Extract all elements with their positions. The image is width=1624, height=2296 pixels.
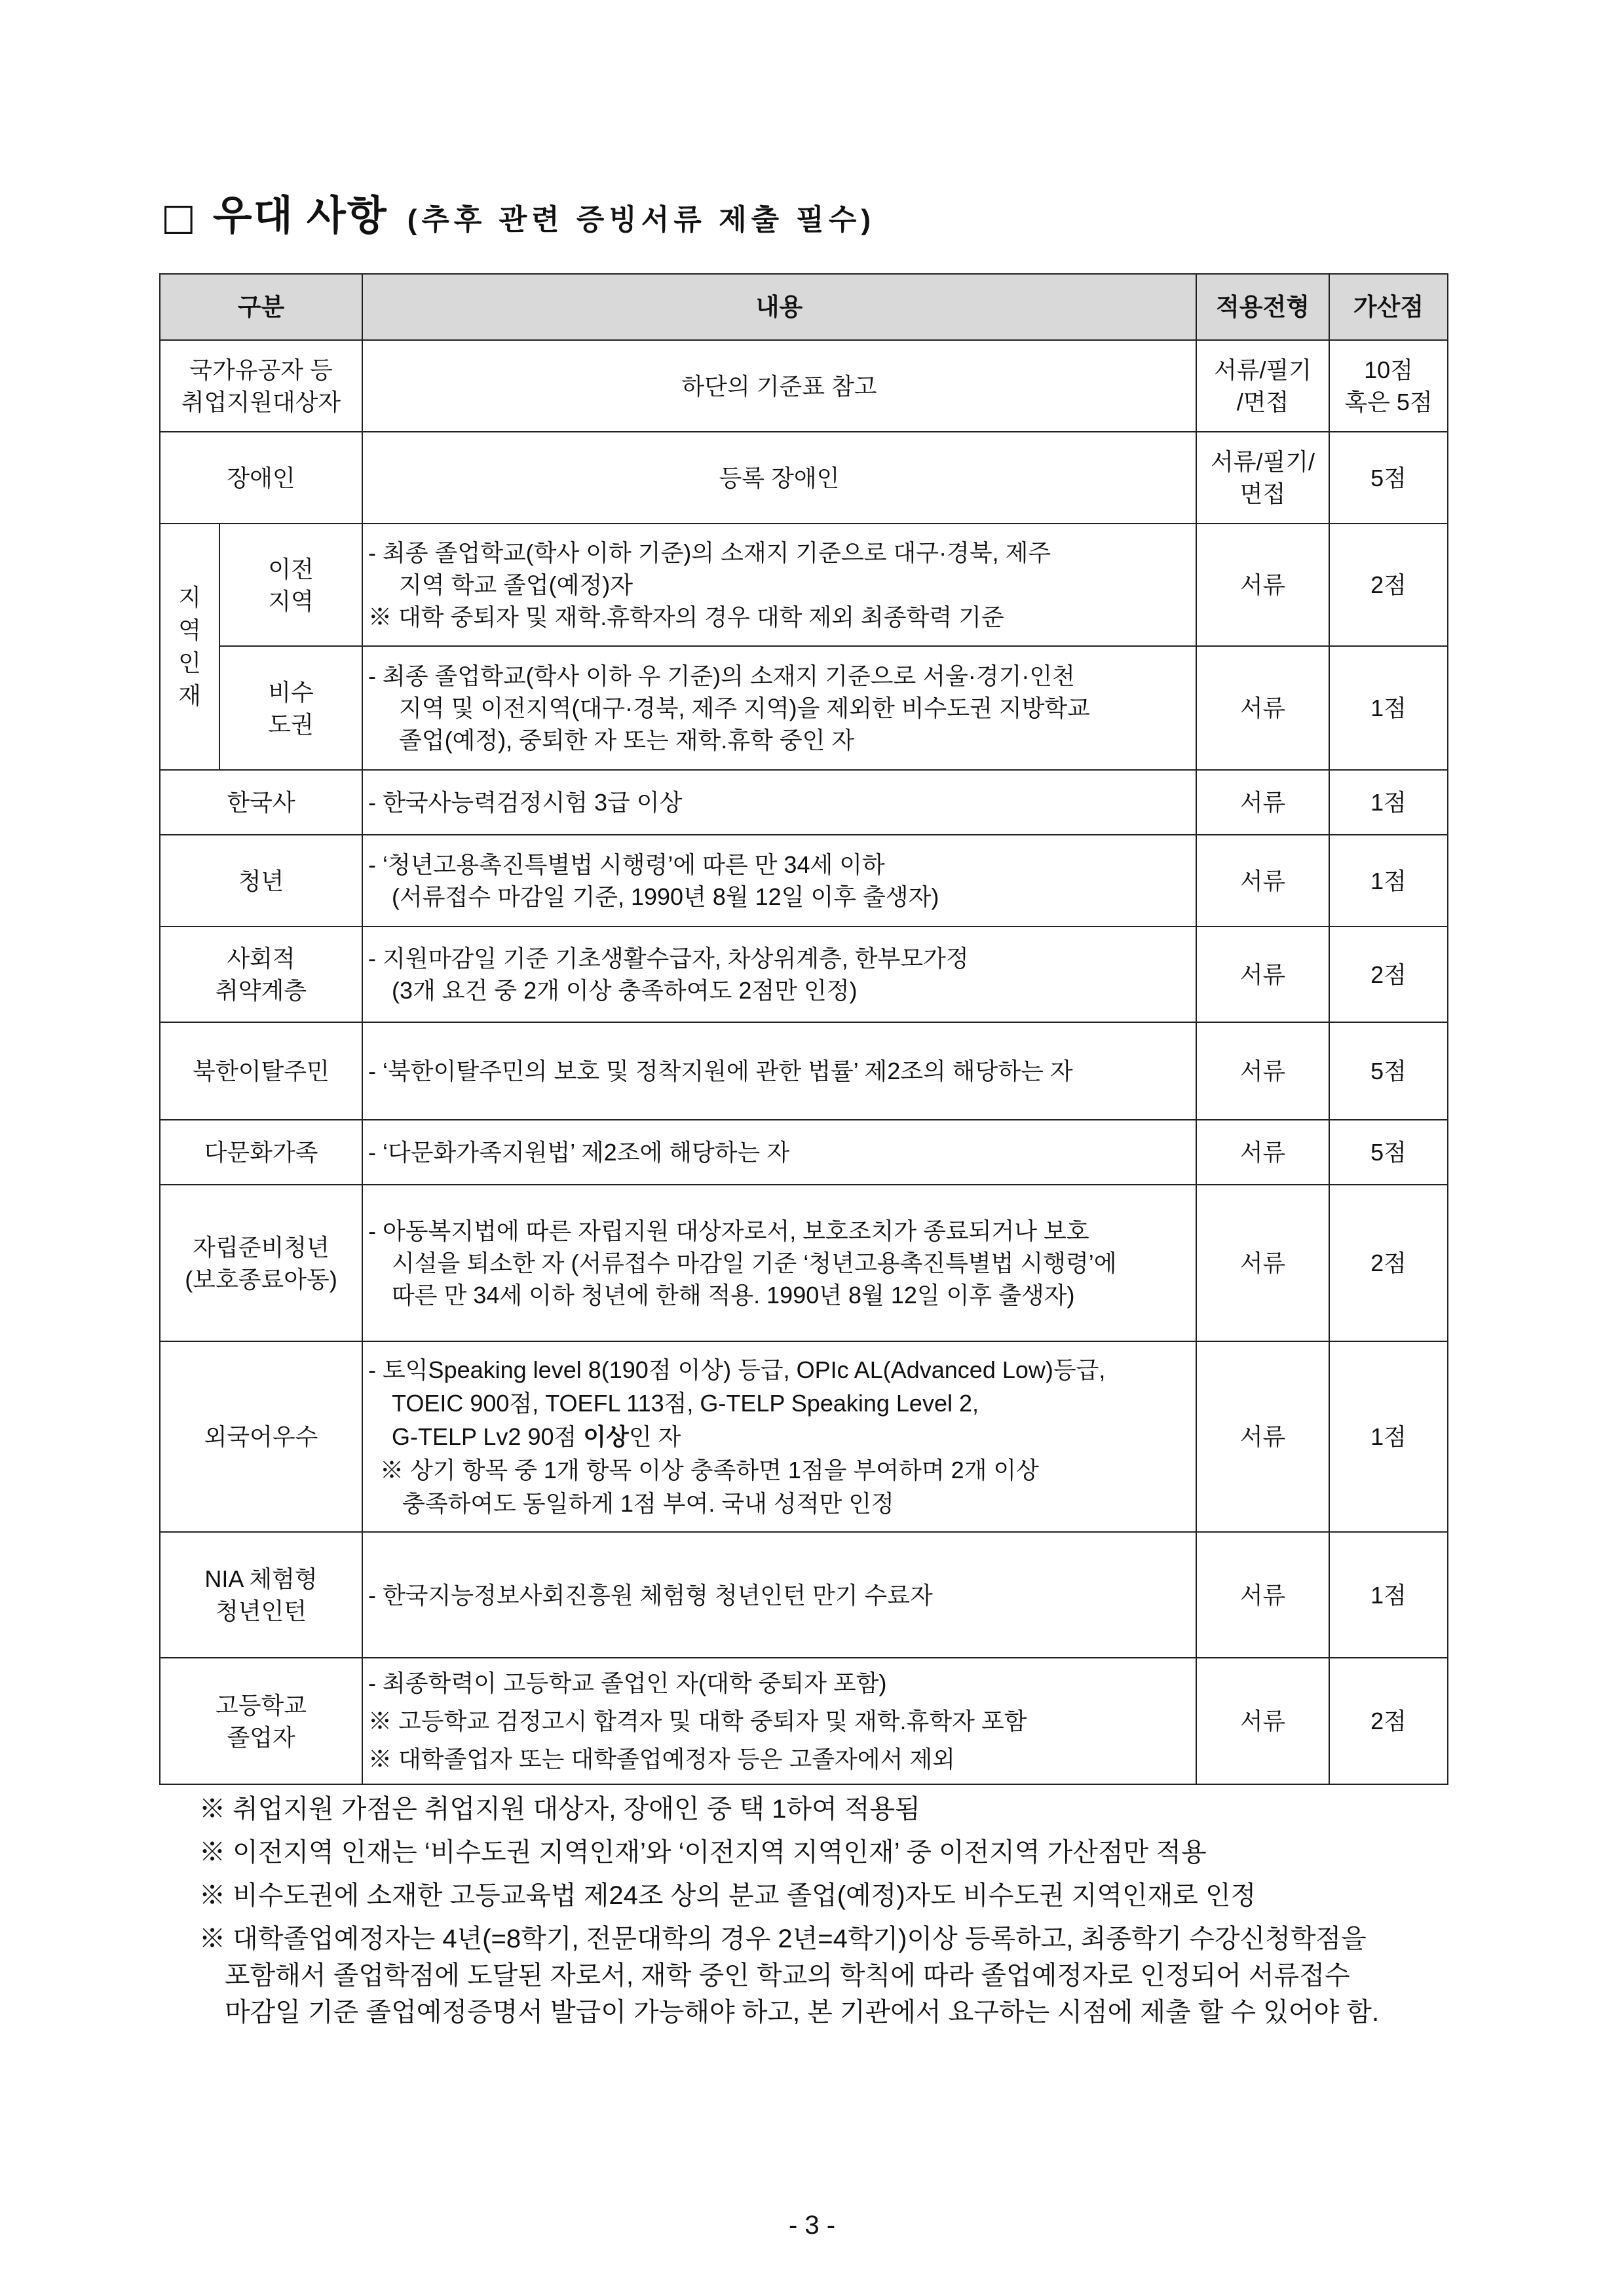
row-points bbox=[1329, 340, 1448, 432]
row-stage bbox=[1196, 1658, 1329, 1784]
stage-label: 서류 bbox=[1239, 695, 1286, 721]
row-category bbox=[160, 1120, 362, 1185]
row-content bbox=[362, 524, 1196, 646]
content-line: (서류접수 마감일 기준, 1990년 8월 12일 이후 출생자) bbox=[392, 883, 939, 910]
row-content bbox=[362, 1341, 1196, 1532]
footnotes bbox=[199, 1791, 1379, 2037]
row-points bbox=[1329, 770, 1448, 835]
category-label: 한국사 bbox=[227, 789, 295, 816]
content-line: - 토익Speaking level 8(190점 이상) 등급, OPIc AL(Advanced Low)등급, bbox=[368, 1356, 1106, 1383]
content-line: ※ 대학 중퇴자 및 재학.휴학자의 경우 대학 제외 최종학력 기준 bbox=[368, 603, 1004, 630]
footnote-line: 포함해서 졸업학점에 도달된 자로서, 재학 중인 학교의 학칙에 따라 졸업예정자로 인정되어 서류접수 bbox=[225, 1961, 1350, 1990]
stage-label: 서류 bbox=[1239, 961, 1286, 988]
header-points: 가산점 bbox=[1329, 274, 1448, 340]
category-label: 졸업자 bbox=[227, 1723, 295, 1751]
table-row bbox=[160, 1658, 1448, 1784]
stage-label: /면접 bbox=[1236, 389, 1289, 415]
category-label: 고등학교 bbox=[215, 1691, 307, 1719]
row-category bbox=[160, 1532, 362, 1658]
points-value: 1점 bbox=[1370, 1423, 1407, 1450]
row-points bbox=[1329, 1185, 1448, 1341]
row-stage bbox=[1196, 432, 1329, 524]
footnote bbox=[199, 1791, 1379, 1827]
table-row bbox=[160, 432, 1448, 524]
points-value: 1점 bbox=[1370, 1581, 1407, 1609]
preference-table bbox=[159, 273, 1448, 1785]
content-line: 시설을 퇴소한 자 (서류접수 마감일 기준 ‘청년고용촉진특별법 시행령’에 bbox=[392, 1250, 1117, 1276]
category-label: 국가유공자 등 bbox=[189, 356, 333, 383]
row-points bbox=[1329, 1532, 1448, 1658]
table-row bbox=[160, 1022, 1448, 1120]
content-line: - 최종 졸업학교(학사 이하 기준)의 소재지 기준으로 대구·경북, 제주 bbox=[368, 539, 1051, 566]
points-value: 5점 bbox=[1370, 1139, 1407, 1166]
regional-group-cell bbox=[160, 524, 219, 770]
category-label: 청년인턴 bbox=[215, 1598, 307, 1624]
category-label: 사회적 bbox=[227, 945, 295, 972]
row-points bbox=[1329, 646, 1448, 770]
stage-label: 서류 bbox=[1239, 867, 1286, 894]
row-stage bbox=[1196, 1185, 1329, 1341]
stage-label: 서류 bbox=[1239, 1581, 1286, 1609]
content-line: 충족하여도 동일하게 1점 부여. 국내 성적만 인정 bbox=[402, 1490, 894, 1517]
header-content: 내용 bbox=[362, 274, 1196, 340]
stage-label: 서류 bbox=[1239, 1058, 1286, 1084]
row-points bbox=[1329, 432, 1448, 524]
category-label: 자립준비청년 bbox=[193, 1233, 330, 1261]
table-row bbox=[160, 1341, 1448, 1532]
row-content bbox=[362, 432, 1196, 524]
row-stage bbox=[1196, 1022, 1329, 1120]
category-label: 취업지원대상자 bbox=[181, 389, 341, 415]
row-stage bbox=[1196, 770, 1329, 835]
content-line bbox=[368, 1420, 1190, 1453]
content-line: - ‘다문화가족지원법’ 제2조에 해당하는 자 bbox=[368, 1139, 790, 1166]
category-label: (보호종료아동) bbox=[185, 1265, 337, 1293]
footnote bbox=[199, 1877, 1379, 1914]
footnote bbox=[199, 1834, 1379, 1871]
row-stage bbox=[1196, 1532, 1329, 1658]
table-row bbox=[160, 646, 1448, 770]
category-label: 취약계층 bbox=[215, 977, 307, 1004]
content-line: ※ 고등학교 검정고시 합격자 및 대학 중퇴자 및 재학.휴학자 포함 bbox=[368, 1707, 1027, 1734]
content-line: TOEIC 900점, TOEFL 113점, G-TELP Speaking Level 2, bbox=[392, 1390, 979, 1417]
footnote-line: ※ 이전지역 인재는 ‘비수도권 지역인재’와 ‘이전지역 지역인재’ 중 이전지역 가산점만 적용 bbox=[199, 1838, 1207, 1867]
content-line: 하단의 기준표 참고 bbox=[681, 372, 877, 400]
row-category bbox=[160, 1341, 362, 1532]
row-points bbox=[1329, 1120, 1448, 1185]
table-row bbox=[160, 835, 1448, 927]
row-content bbox=[362, 1532, 1196, 1658]
stage-label: 서류 bbox=[1239, 1708, 1286, 1734]
row-stage bbox=[1196, 524, 1329, 646]
content-emphasis: 이상 bbox=[583, 1423, 629, 1450]
regional-group-label: 지역인재 bbox=[178, 584, 201, 709]
content-line: 졸업(예정), 중퇴한 자 또는 재학.휴학 중인 자 bbox=[399, 727, 855, 754]
stage-label: 면접 bbox=[1239, 480, 1286, 507]
table-header-row bbox=[160, 274, 1448, 340]
row-category bbox=[219, 646, 362, 770]
table-row bbox=[160, 340, 1448, 432]
points-value: 2점 bbox=[1370, 1708, 1407, 1734]
points-value: 1점 bbox=[1370, 867, 1407, 894]
section-title bbox=[161, 190, 875, 246]
section-heading: 우대 사항 bbox=[212, 193, 388, 239]
row-points bbox=[1329, 835, 1448, 927]
points-value: 2점 bbox=[1370, 571, 1407, 598]
stage-label: 서류/필기/ bbox=[1210, 448, 1315, 475]
content-line: (3개 요건 중 2개 이상 충족하여도 2점만 인정) bbox=[392, 977, 858, 1004]
square-bullet-icon: □ bbox=[161, 196, 196, 239]
row-category bbox=[160, 432, 362, 524]
row-category bbox=[160, 1658, 362, 1784]
points-value: 2점 bbox=[1370, 961, 1407, 988]
content-line: 지역 및 이전지역(대구·경북, 제주 지역)을 제외한 비수도권 지방학교 bbox=[399, 695, 1090, 721]
stage-label: 서류 bbox=[1239, 571, 1286, 598]
section-subheading: (추후 관련 증빙서류 제출 필수) bbox=[407, 204, 875, 236]
row-points bbox=[1329, 927, 1448, 1022]
content-text: 인 자 bbox=[628, 1423, 681, 1450]
row-category bbox=[160, 340, 362, 432]
category-label: 이전 bbox=[268, 555, 314, 583]
row-content bbox=[362, 1022, 1196, 1120]
row-category bbox=[160, 835, 362, 927]
row-points bbox=[1329, 1341, 1448, 1532]
header-stage: 적용전형 bbox=[1196, 274, 1329, 340]
category-label: 지역 bbox=[268, 587, 314, 615]
stage-label: 서류 bbox=[1239, 1250, 1286, 1276]
points-value: 5점 bbox=[1370, 1058, 1407, 1084]
content-line: - 아동복지법에 따른 자립지원 대상자로서, 보호조치가 종료되거나 보호 bbox=[368, 1217, 1089, 1244]
row-stage bbox=[1196, 835, 1329, 927]
category-label: 청년 bbox=[238, 867, 284, 894]
content-line: 따른 만 34세 이하 청년에 한해 적용. 1990년 8월 12일 이후 출생자) bbox=[392, 1282, 1075, 1309]
stage-label: 서류 bbox=[1239, 1423, 1286, 1450]
points-value: 혹은 5점 bbox=[1344, 389, 1433, 415]
row-content bbox=[362, 1185, 1196, 1341]
content-line: ※ 대학졸업자 또는 대학졸업예정자 등은 고졸자에서 제외 bbox=[368, 1745, 955, 1772]
row-stage bbox=[1196, 646, 1329, 770]
content-line: - ‘청년고용촉진특별법 시행령’에 따른 만 34세 이하 bbox=[368, 851, 885, 878]
table-row bbox=[160, 1185, 1448, 1341]
content-line: 등록 장애인 bbox=[719, 464, 840, 491]
table-row bbox=[160, 927, 1448, 1022]
category-label: 북한이탈주민 bbox=[193, 1058, 330, 1084]
row-stage bbox=[1196, 1341, 1329, 1532]
table-row bbox=[160, 770, 1448, 835]
stage-label: 서류 bbox=[1239, 1139, 1286, 1166]
row-content bbox=[362, 1120, 1196, 1185]
row-stage bbox=[1196, 340, 1329, 432]
category-label: 비수 bbox=[268, 678, 314, 706]
row-content bbox=[362, 835, 1196, 927]
stage-label: 서류 bbox=[1239, 789, 1286, 816]
page-number: - 3 - bbox=[788, 2211, 836, 2240]
row-content bbox=[362, 646, 1196, 770]
content-line: - 한국지능정보사회진흥원 체험형 청년인턴 만기 수료자 bbox=[368, 1581, 933, 1609]
row-category bbox=[160, 1022, 362, 1120]
content-line: ※ 상기 항목 중 1개 항목 이상 충족하면 1점을 부여하며 2개 이상 bbox=[380, 1457, 1039, 1483]
points-value: 1점 bbox=[1370, 695, 1407, 721]
row-content bbox=[362, 927, 1196, 1022]
row-content bbox=[362, 770, 1196, 835]
table-row bbox=[160, 1532, 1448, 1658]
category-label: NIA 체험형 bbox=[204, 1565, 318, 1592]
category-label: 외국어우수 bbox=[204, 1423, 318, 1450]
table-row bbox=[160, 1120, 1448, 1185]
content-line: - 최종 졸업학교(학사 이하 우 기준)의 소재지 기준으로 서울·경기·인천 bbox=[368, 662, 1075, 689]
row-category bbox=[160, 770, 362, 835]
footnote bbox=[199, 1921, 1379, 2031]
header-category: 구분 bbox=[160, 274, 362, 340]
footnote-line: ※ 취업지원 가점은 취업지원 대상자, 장애인 중 택 1하여 적용됨 bbox=[199, 1795, 920, 1824]
points-value: 10점 bbox=[1364, 356, 1413, 383]
category-label: 도권 bbox=[268, 710, 314, 738]
row-content bbox=[362, 340, 1196, 432]
points-value: 2점 bbox=[1370, 1250, 1407, 1276]
category-label: 장애인 bbox=[227, 464, 295, 491]
content-line: - 최종학력이 고등학교 졸업인 자(대학 중퇴자 포함) bbox=[368, 1669, 887, 1696]
content-text: G-TELP Lv2 90점 bbox=[392, 1423, 584, 1450]
row-points bbox=[1329, 1022, 1448, 1120]
footnote-line: ※ 비수도권에 소재한 고등교육법 제24조 상의 분교 졸업(예정)자도 비수도권 지역인재로 인정 bbox=[199, 1881, 1256, 1910]
content-line: 지역 학교 졸업(예정)자 bbox=[399, 571, 633, 598]
footnote-line: ※ 대학졸업예정자는 4년(=8학기, 전문대학의 경우 2년=4학기)이상 등록하고, 최종학기 수강신청학점을 bbox=[199, 1924, 1367, 1953]
row-points bbox=[1329, 1658, 1448, 1784]
row-category bbox=[160, 927, 362, 1022]
points-value: 5점 bbox=[1370, 464, 1407, 491]
stage-label: 서류/필기 bbox=[1213, 356, 1312, 383]
table-row bbox=[160, 524, 1448, 646]
points-value: 1점 bbox=[1370, 789, 1407, 816]
row-category bbox=[219, 524, 362, 646]
content-line: - 한국사능력검정시험 3급 이상 bbox=[368, 789, 683, 816]
content-line: - ‘북한이탈주민의 보호 및 정착지원에 관한 법률’ 제2조의 해당하는 자 bbox=[368, 1058, 1073, 1084]
row-stage bbox=[1196, 1120, 1329, 1185]
footnote-line: 마감일 기준 졸업예정증명서 발급이 가능해야 하고, 본 기관에서 요구하는 시점에 제출 할 수 있어야 함. bbox=[225, 1998, 1380, 2027]
row-category bbox=[160, 1185, 362, 1341]
category-label: 다문화가족 bbox=[204, 1139, 318, 1166]
row-content bbox=[362, 1658, 1196, 1784]
row-stage bbox=[1196, 927, 1329, 1022]
content-line: - 지원마감일 기준 기초생활수급자, 차상위계층, 한부모가정 bbox=[368, 945, 969, 972]
row-points bbox=[1329, 524, 1448, 646]
